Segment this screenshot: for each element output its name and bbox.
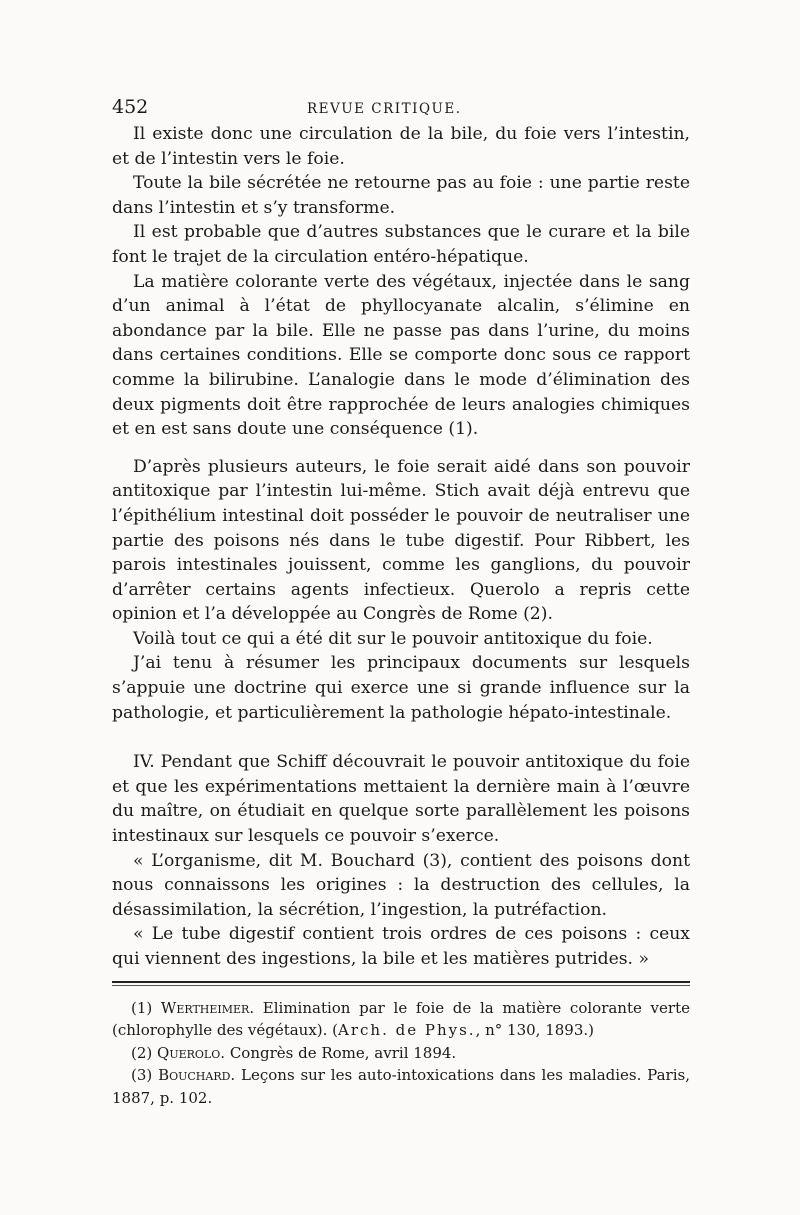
footnote-text: Elimination par le foie de la matière colorante verte (chlorophylle des végétaux). ( bbox=[112, 998, 690, 1040]
quote-paragraph: « L’organisme, dit M. Bouchard (3), contient des poisons dont nous connaissons les origines : la destruction des cellules, la désassimilation, la sécrétion, l’ingestion, la putréfaction. bbox=[112, 850, 690, 920]
footnote-journal: Arch. de Phys. bbox=[338, 1021, 476, 1040]
footnote-author: Bouchard. bbox=[158, 1066, 236, 1085]
footnote bbox=[112, 997, 690, 1042]
paragraph: Toute la bile sécrétée ne retourne pas au foie : une partie reste dans l’intestin et s’y transforme. bbox=[112, 173, 690, 218]
page-number: 452 bbox=[112, 96, 149, 118]
footnote-text: Congrès de Rome, avril 1894. bbox=[229, 1043, 457, 1062]
footnote-marker: (2) bbox=[131, 1043, 153, 1062]
running-title: REVUE CRITIQUE. bbox=[307, 101, 462, 117]
paragraph: D’après plusieurs auteurs, le foie serait aidé dans son pouvoir antitoxique par l’intestin lui-même. Stich avait déjà entrevu que l’épithélium intestinal doit posséder le pouvoir de neutraliser une partie des poisons nés dans le tube digestif. Pour Ribbert, les parois intestinales jouissent, comme les ganglions, du pouvoir d’arrêter certains agents infectieux. Querolo a repris cette opinion et l’a développée au Congrès de Rome (2). bbox=[112, 456, 690, 625]
footnote bbox=[112, 1042, 690, 1065]
page-header bbox=[112, 96, 690, 118]
quote-paragraph: « Le tube digestif contient trois ordres de ces poisons : ceux qui viennent des ingestions, la bile et les matières putrides. » bbox=[112, 924, 690, 969]
footnote-author: Wertheimer. bbox=[160, 998, 255, 1017]
paragraph: Voilà tout ce qui a été dit sur le pouvoir antitoxique du foie. bbox=[133, 628, 653, 649]
paragraph: La matière colorante verte des végétaux, injectée dans le sang d’un animal à l’état de phyllocyanate alcalin, s’élimine en abondance par la bile. Elle ne passe pas dans l’urine, du moins dans certaines conditions. Elle se comporte donc sous ce rapport comme la bilirubine. L’analogie dans le mode d’élimination des deux pigments doit être rapprochée de leurs analogies chimiques et en est sans doute une conséquence (1). bbox=[112, 271, 690, 440]
footnote-author: Querolo. bbox=[157, 1043, 226, 1062]
footnote bbox=[112, 1064, 690, 1109]
footnote-rule-thin bbox=[112, 985, 690, 986]
paragraph: Il existe donc une circulation de la bile, du foie vers l’intestin, et de l’intestin vers le foie. bbox=[112, 124, 690, 169]
paragraph: J’ai tenu à résumer les principaux documents sur lesquels s’appuie une doctrine qui exerce une si grande influence sur la pathologie, et particulièrement la pathologie hépato-intestinale. bbox=[112, 653, 690, 723]
footnote-text: Leçons sur les auto-intoxications dans les maladies. Paris, 1887, p. 102. bbox=[112, 1066, 690, 1107]
footnote-rule bbox=[112, 981, 690, 983]
footnote-marker: (3) bbox=[131, 1066, 153, 1085]
page bbox=[112, 96, 690, 1110]
paragraph: Il est probable que d’autres substances que le curare et la bile font le trajet de la circulation entéro-hépatique. bbox=[112, 222, 690, 267]
paragraph: IV. Pendant que Schiff découvrait le pouvoir antitoxique du foie et que les expérimentations mettaient la dernière main à l’œuvre du maître, on étudiait en quelque sorte parallèlement les poisons intestinaux sur lesquels ce pouvoir s’exerce. bbox=[112, 752, 690, 847]
footnote-tail: , n° 130, 1893.) bbox=[475, 1021, 595, 1040]
footnote-marker: (1) bbox=[131, 998, 153, 1017]
